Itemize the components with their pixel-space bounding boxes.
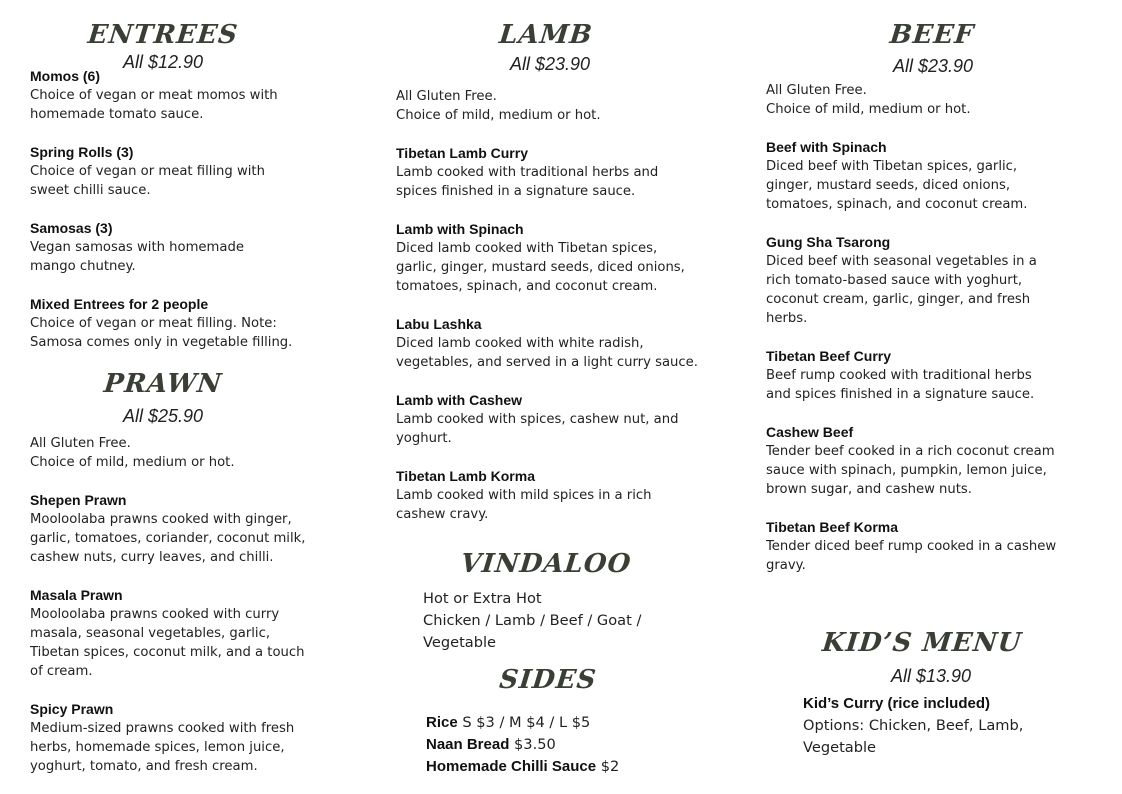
- menu-item: [766, 518, 1111, 575]
- menu-item: [766, 423, 1111, 499]
- item-description: Diced lamb cooked with white radish, vegetables, and served in a light curry sauce.: [396, 336, 698, 370]
- item-name: Tibetan Lamb Korma: [396, 468, 535, 484]
- item-name: Tibetan Lamb Curry: [396, 145, 528, 161]
- item-description: Beef rump cooked with traditional herbs and spices finished in a signature sauce.: [766, 368, 1035, 402]
- item-name: Tibetan Beef Korma: [766, 519, 898, 535]
- side-item-name: Homemade Chilli Sauce: [426, 758, 597, 775]
- item-description: Diced beef with seasonal vegetables in a rich tomato-based sauce with yoghurt, coconut cream, garlic, ginger, and fresh herbs.: [766, 254, 1037, 326]
- sides-list: [426, 712, 746, 778]
- beef-note: All Gluten Free. Choice of mild, medium or hot.: [766, 83, 971, 117]
- menu-item: [30, 295, 350, 352]
- item-name: Shepen Prawn: [30, 492, 127, 508]
- entrees-heading: ENTREES: [86, 20, 240, 50]
- menu-item: [766, 233, 1111, 328]
- item-name: Cashew Beef: [766, 424, 854, 440]
- menu-item: [396, 220, 726, 296]
- item-name: Masala Prawn: [30, 587, 123, 603]
- menu-item: [30, 219, 350, 276]
- menu-item: [766, 138, 1111, 214]
- item-description: Vegan samosas with homemade mango chutney.: [30, 240, 244, 274]
- side-item-price: S $3 / M $4 / L $5: [457, 714, 591, 731]
- menu-item: [396, 315, 726, 372]
- kids-item-description: Options: Chicken, Beef, Lamb, Vegetable: [803, 717, 1024, 756]
- vindaloo-block: [423, 588, 723, 654]
- side-item-name: Naan Bread: [426, 736, 510, 753]
- item-description: Lamb cooked with spices, cashew nut, and yoghurt.: [396, 412, 679, 446]
- beef-list: [766, 81, 1111, 575]
- item-description: Diced lamb cooked with Tibetan spices, garlic, ginger, mustard seeds, diced onions, tomatoes, spinach, and coconut cream.: [396, 241, 685, 294]
- item-name: Labu Lashka: [396, 316, 482, 332]
- kids-item: [803, 693, 1103, 759]
- vindaloo-heading: VINDALOO: [459, 549, 633, 579]
- beef-heading: BEEF: [888, 20, 976, 50]
- side-item: [426, 712, 746, 734]
- kids-price: All $13.90: [890, 666, 972, 686]
- menu-item: [30, 586, 350, 681]
- menu-item: [396, 144, 726, 201]
- item-name: Spicy Prawn: [30, 701, 114, 717]
- item-name: Samosas (3): [30, 220, 113, 236]
- menu-item: [396, 467, 726, 524]
- item-name: Gung Sha Tsarong: [766, 234, 891, 250]
- item-name: Momos (6): [30, 68, 100, 84]
- entrees-list: [30, 67, 350, 352]
- item-description: Diced beef with Tibetan spices, garlic, ginger, mustard seeds, diced onions, tomatoes, spinach, and coconut cream.: [766, 159, 1028, 212]
- prawn-note: All Gluten Free. Choice of mild, medium or hot.: [30, 436, 235, 470]
- side-item-name: Rice: [426, 714, 458, 731]
- beef-price: All $23.90: [892, 56, 974, 76]
- kids-item-name: Kid’s Curry (rice included): [803, 695, 990, 712]
- item-description: Mooloolaba prawns cooked with ginger, garlic, tomatoes, coriander, coconut milk, cashew nuts, curry leaves, and chilli.: [30, 512, 306, 565]
- lamb-list: [396, 87, 726, 524]
- item-description: Choice of vegan or meat momos with homemade tomato sauce.: [30, 88, 278, 122]
- item-description: Medium-sized prawns cooked with fresh herbs, homemade spices, lemon juice, yoghurt, tomato, and fresh cream.: [30, 721, 295, 774]
- item-description: Tender diced beef rump cooked in a cashew gravy.: [766, 539, 1057, 573]
- side-item-price: $3.50: [509, 736, 556, 753]
- item-name: Spring Rolls (3): [30, 144, 134, 160]
- menu-item: [766, 347, 1111, 404]
- side-item-price: $2: [596, 758, 620, 775]
- menu-item: [30, 491, 350, 567]
- item-name: Lamb with Cashew: [396, 392, 523, 408]
- vindaloo-heat-options: Hot or Extra Hot: [423, 590, 542, 607]
- item-description: Lamb cooked with traditional herbs and spices finished in a signature sauce.: [396, 165, 659, 199]
- item-name: Tibetan Beef Curry: [766, 348, 891, 364]
- sides-heading: SIDES: [497, 665, 599, 695]
- prawn-price: All $25.90: [122, 406, 204, 426]
- menu-item: [30, 700, 350, 776]
- menu-item: [396, 391, 726, 448]
- item-name: Mixed Entrees for 2 people: [30, 296, 209, 312]
- vindaloo-meat-options: Chicken / Lamb / Beef / Goat / Vegetable: [423, 612, 642, 651]
- item-description: Mooloolaba prawns cooked with curry masala, seasonal vegetables, garlic, Tibetan spices, coconut milk, and a touch of cream.: [30, 607, 305, 679]
- lamb-price: All $23.90: [509, 54, 591, 74]
- item-name: Beef with Spinach: [766, 139, 887, 155]
- prawn-list: [30, 434, 350, 776]
- side-item: [426, 734, 746, 756]
- lamb-heading: LAMB: [497, 20, 595, 50]
- menu-item: [30, 67, 350, 124]
- item-description: Choice of vegan or meat filling. Note: Samosa comes only in vegetable filling.: [30, 316, 293, 350]
- lamb-note: All Gluten Free. Choice of mild, medium or hot.: [396, 89, 601, 123]
- kids-heading: KID’S MENU: [820, 628, 1024, 658]
- prawn-heading: PRAWN: [102, 369, 224, 399]
- item-description: Tender beef cooked in a rich coconut cream sauce with spinach, pumpkin, lemon juice, brown sugar, and cashew nuts.: [766, 444, 1055, 497]
- menu-item: [30, 143, 350, 200]
- item-description: Choice of vegan or meat filling with sweet chilli sauce.: [30, 164, 265, 198]
- item-name: Lamb with Spinach: [396, 221, 524, 237]
- entrees-price: All $12.90: [122, 52, 204, 72]
- item-description: Lamb cooked with mild spices in a rich cashew cravy.: [396, 488, 652, 522]
- side-item: [426, 756, 746, 778]
